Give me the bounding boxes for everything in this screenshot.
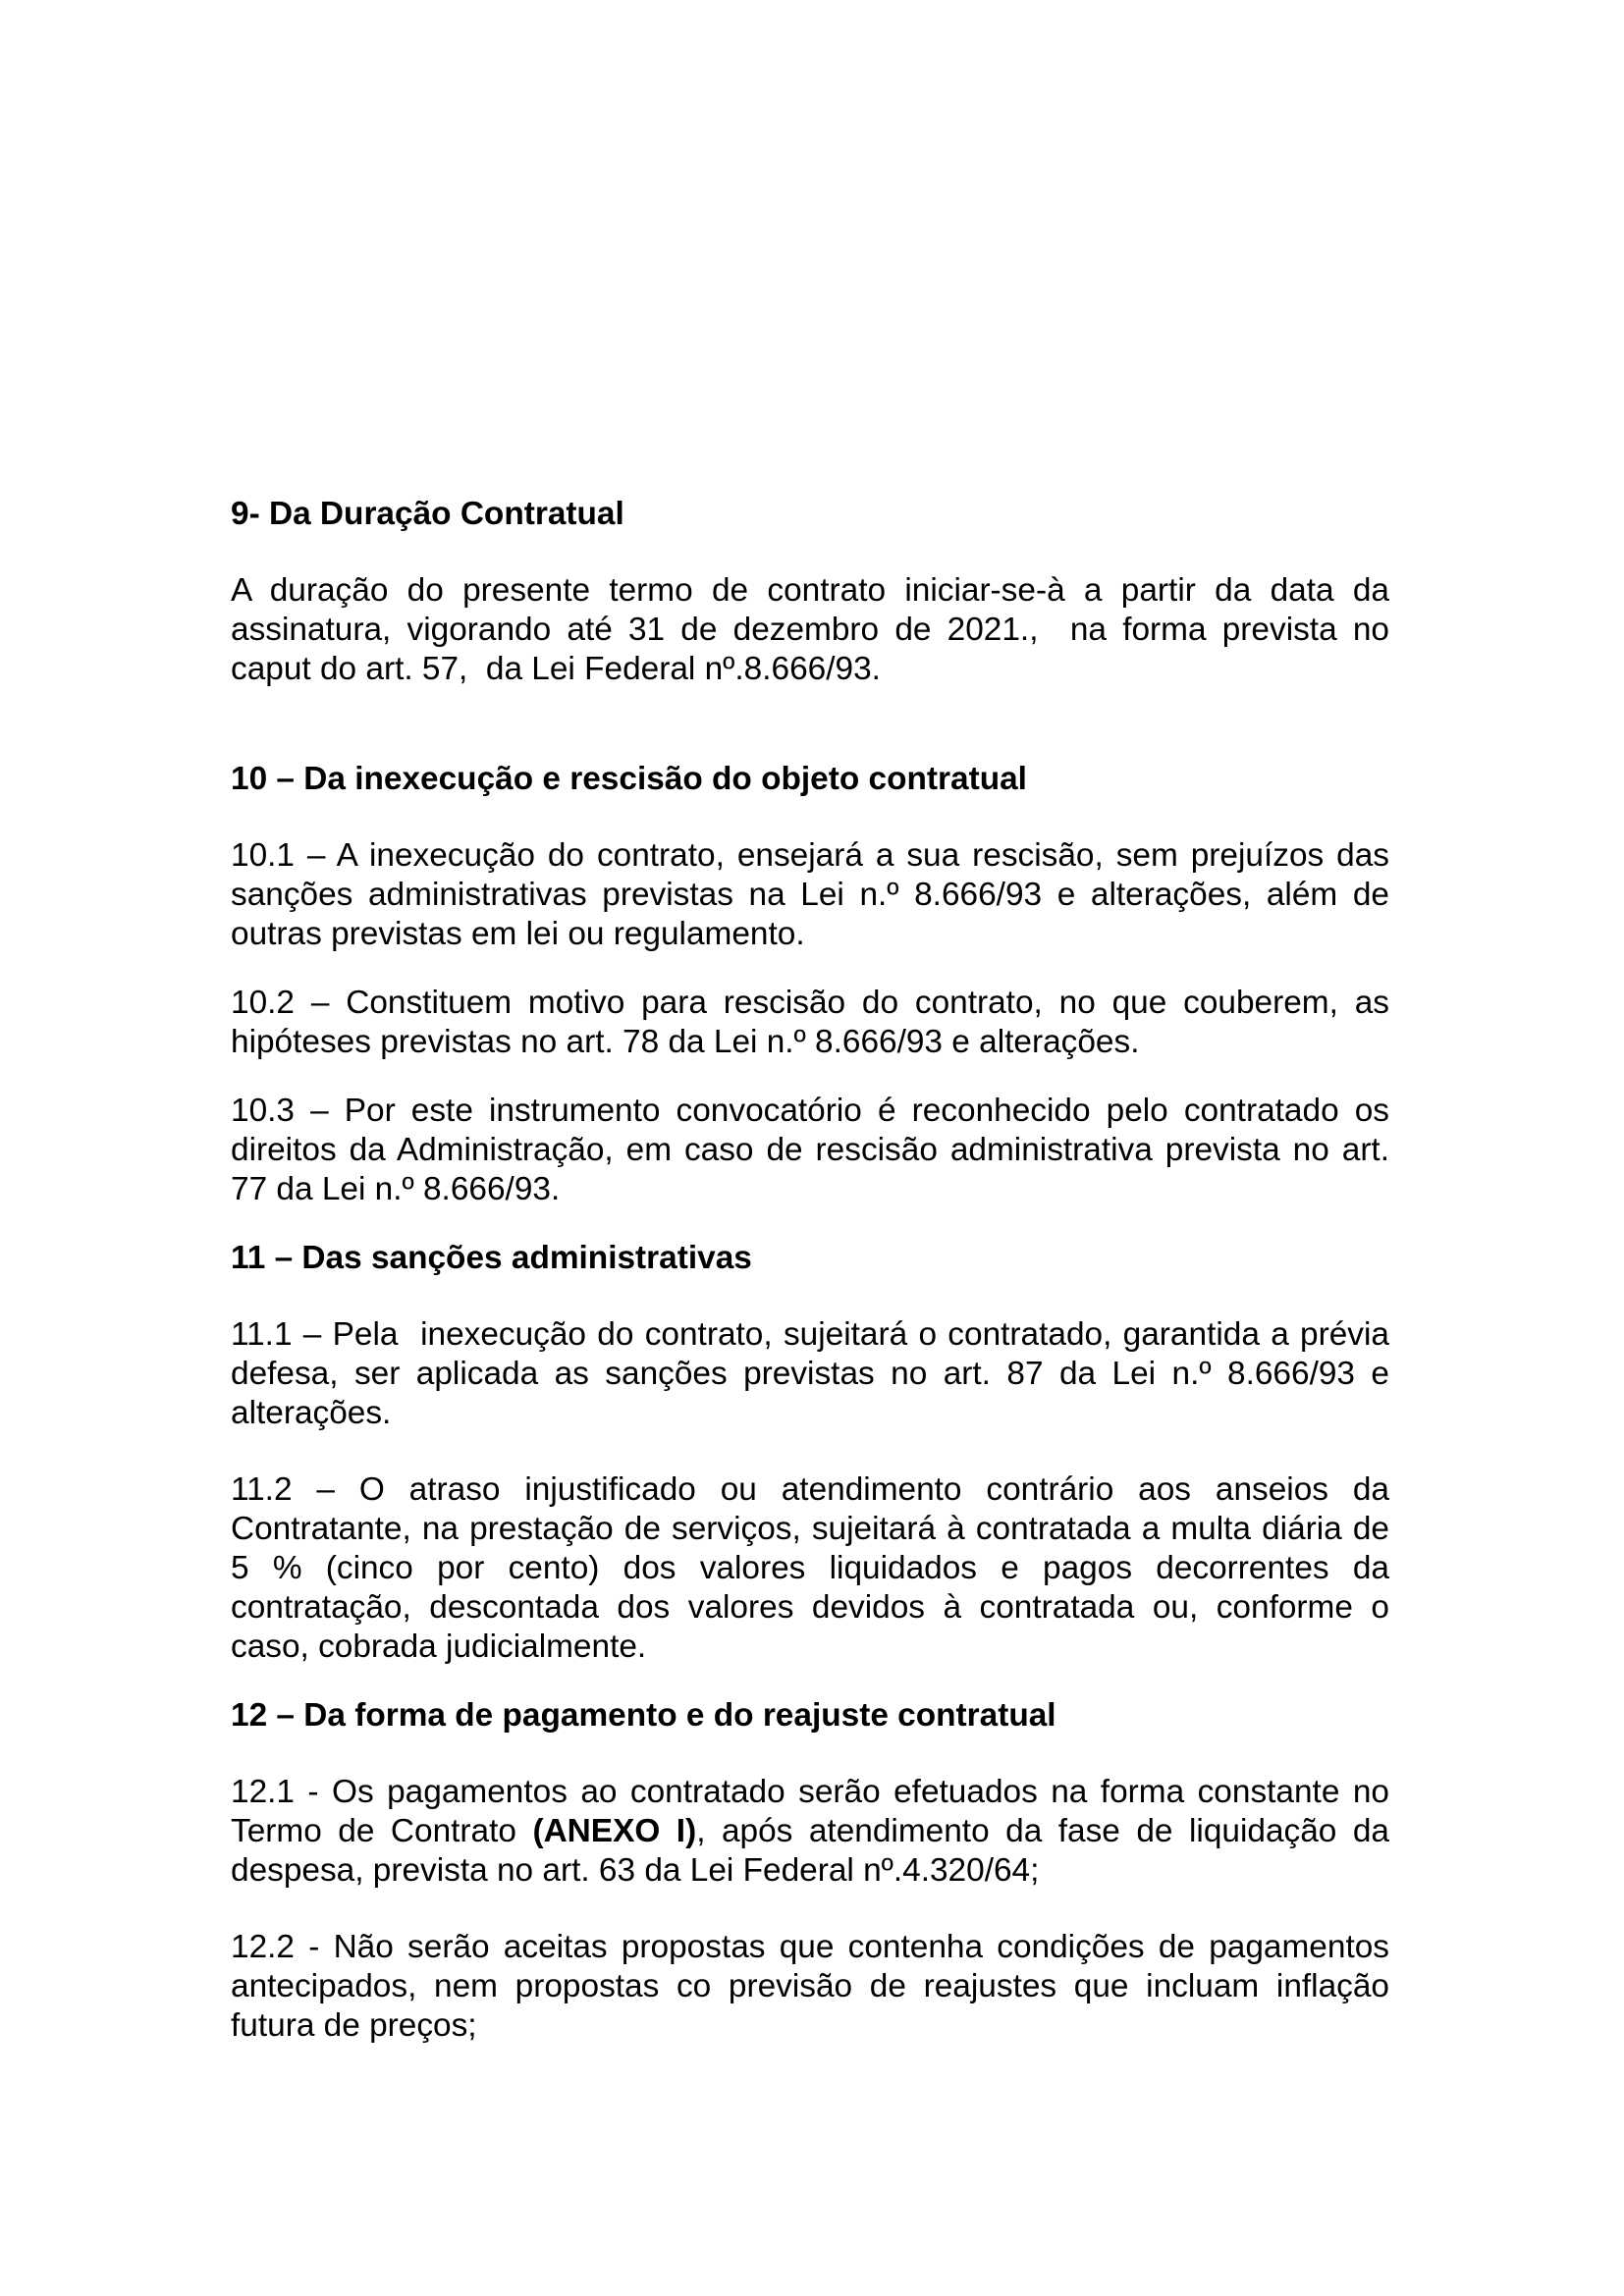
text-segment: , após atendimento da fase de liquidação da <box>696 1813 1389 1849</box>
text-line: contratação, descontada dos valores devidos à contratada ou, conforme o <box>231 1589 1389 1626</box>
text-line: 10.3 – Por este instrumento convocatório é reconhecido pelo contratado os <box>231 1093 1389 1129</box>
text-line: 12.1 - Os pagamentos ao contratado serão efetuados na forma constante no <box>231 1774 1389 1810</box>
text-line: 11.1 – Pela inexecução do contrato, sujeitará o contratado, garantida a prévia <box>231 1316 1389 1353</box>
paragraph-12-1 <box>231 1773 1389 1891</box>
paragraph-12-2 <box>231 1928 1389 2046</box>
paragraph-11-2 <box>231 1470 1389 1667</box>
text-line: 10.1 – A inexecução do contrato, ensejará a sua rescisão, sem prejuízos das <box>231 837 1389 874</box>
text-line: hipóteses previstas no art. 78 da Lei n.º 8.666/93 e alterações. <box>231 1024 1140 1060</box>
text-line: sanções administrativas previstas na Lei n.º 8.666/93 e alterações, além de <box>231 877 1389 913</box>
text-line: caso, cobrada judicialmente. <box>231 1629 647 1665</box>
text-line <box>231 1812 1389 1851</box>
text-line: defesa, ser aplicada as sanções previstas no art. 87 da Lei n.º 8.666/93 e <box>231 1356 1389 1392</box>
text-line: antecipados, nem propostas co previsão de reajustes que incluam inflação <box>231 1968 1389 2004</box>
paragraph-10-1 <box>231 836 1389 954</box>
text-line: direitos da Administração, em caso de rescisão administrativa prevista no art. <box>231 1132 1389 1168</box>
paragraph-10-3 <box>231 1092 1389 1209</box>
text-line: outras previstas em lei ou regulamento. <box>231 916 805 952</box>
text-line: caput do art. 57, da Lei Federal nº.8.666/93. <box>231 651 881 687</box>
text-line: 11.2 – O atraso injustificado ou atendimento contrário aos anseios da <box>231 1471 1389 1508</box>
text-line: futura de preços; <box>231 2007 477 2044</box>
section-9-paragraph <box>231 571 1389 689</box>
text-line: despesa, prevista no art. 63 da Lei Federal nº.4.320/64; <box>231 1852 1040 1889</box>
paragraph-10-2 <box>231 984 1389 1062</box>
text-line: 12.2 - Não serão aceitas propostas que contenha condições de pagamentos <box>231 1929 1389 1965</box>
anexo-reference: (ANEXO I) <box>532 1813 697 1849</box>
section-12-heading: 12 – Da forma de pagamento e do reajuste contratual <box>231 1697 1056 1734</box>
text-line: assinatura, vigorando até 31 de dezembro de 2021., na forma prevista no <box>231 612 1389 648</box>
text-line: A duração do presente termo de contrato iniciar-se-à a partir da data da <box>231 572 1389 609</box>
text-line: Contratante, na prestação de serviços, sujeitará à contratada a multa diária de <box>231 1511 1389 1547</box>
paragraph-11-1 <box>231 1315 1389 1433</box>
text-line: 77 da Lei n.º 8.666/93. <box>231 1171 561 1207</box>
document-content <box>231 495 1389 2046</box>
text-segment: Termo de Contrato <box>231 1813 533 1849</box>
text-line: 10.2 – Constituem motivo para rescisão do contrato, no que couberem, as <box>231 985 1389 1021</box>
section-9-heading: 9- Da Duração Contratual <box>231 496 624 532</box>
section-11-heading: 11 – Das sanções administrativas <box>231 1240 752 1276</box>
section-10-heading: 10 – Da inexecução e rescisão do objeto contratual <box>231 761 1027 797</box>
text-line: 5 % (cinco por cento) dos valores liquidados e pagos decorrentes da <box>231 1550 1389 1586</box>
text-line: alterações. <box>231 1395 392 1431</box>
